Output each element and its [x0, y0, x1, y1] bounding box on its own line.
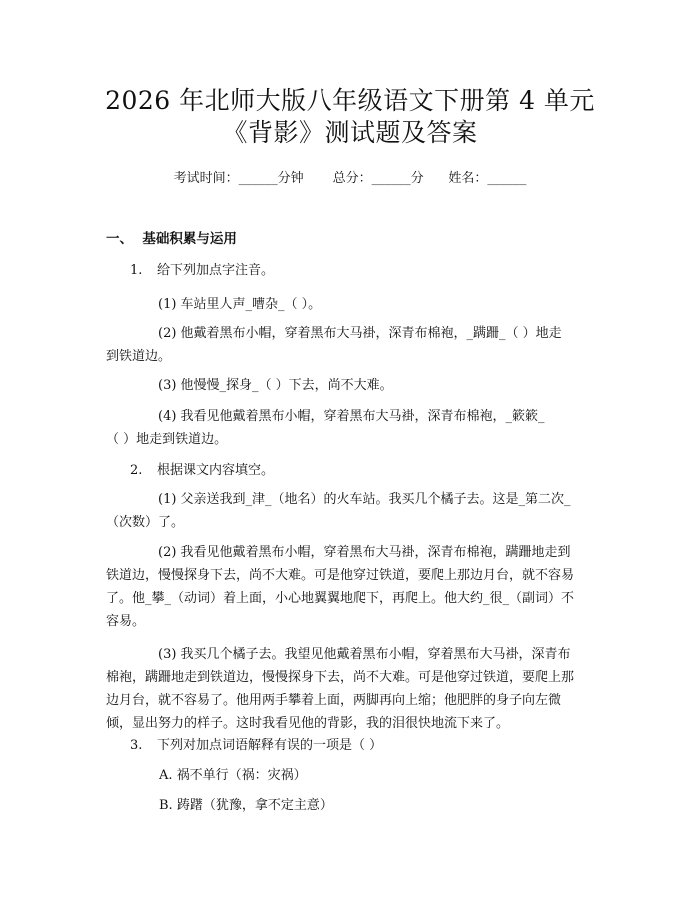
q3-option-a: A. 祸不单行（祸：灾祸）	[159, 768, 307, 783]
q3-option-b: B. 踌躇（犹豫，拿不定主意）	[159, 798, 333, 813]
document-title-line1: 2026 年北师大版八年级语文下册第 4 单元	[105, 86, 595, 115]
question-text: 下列对加点词语解释有误的一项是（ ）	[157, 738, 383, 753]
question-1	[130, 262, 274, 280]
section-heading: 一、 基础积累与运用	[106, 231, 237, 247]
question-2	[130, 462, 274, 480]
exam-score-blank: ______	[371, 171, 411, 186]
q1-item-4: (4) 我看见他戴着黑布小帽，穿着黑布大马褂，深青布棉袍，_簌簌_ （ ）地走到铁道边。	[106, 409, 545, 447]
q1-item-1: (1) 车站里人声_嘈杂_（ ）。	[158, 297, 322, 312]
exam-score-label: 总分：	[332, 171, 372, 186]
question-text: 给下列加点字注音。	[157, 263, 275, 278]
exam-time-label: 考试时间：	[173, 171, 239, 186]
exam-name-label: 姓名：	[448, 171, 488, 186]
q1-item-2: (2) 他戴着黑布小帽，穿着黑布大马褂，深青布棉袍，_蹒跚_（ ）地走 到铁道边。	[106, 326, 562, 364]
question-number: 1.	[130, 263, 143, 278]
document-title-line2: 《背影》测试题及答案	[222, 118, 478, 147]
exam-score-unit: 分	[410, 171, 424, 186]
exam-info-line	[0, 170, 700, 188]
q2-item-1: (1) 父亲送我到_津_（地名）的火车站。我买几个橘子去。这是_第二次_ （次数）了。	[106, 492, 571, 530]
q2-item-3: (3) 我买几个橘子去。我望见他戴着黑布小帽，穿着黑布大马褂，深青布 棉袍，蹒跚地走到铁道边，慢慢探身下去，尚不大难。可是他穿过铁道，要爬上那 边月台，就不容易了。他用两手攀着上面，两脚再向上缩；他肥胖的身子向左微 倾，显出努力的样子。这时我看见他的背影，我的泪很快地流下来了。	[106, 647, 575, 731]
question-number: 3.	[130, 738, 143, 753]
q1-item-3: (3) 他慢慢_探身_（ ）下去，尚不大难。	[158, 378, 393, 393]
exam-time-unit: 分钟	[277, 171, 304, 186]
q2-item-2: (2) 我看见他戴着黑布小帽，穿着黑布大马褂，深青布棉袍，蹒跚地走到 铁道边，慢慢探身下去，尚不大难。可是他穿过铁道，要爬上那边月台，就不容易 了。他_攀_（动词）着上面，小心地翼翼地爬下，再爬上。他大约_很_（副词）不 容易。	[106, 545, 575, 629]
question-text: 根据课文内容填空。	[157, 463, 275, 478]
exam-name-blank: ______	[487, 171, 527, 186]
question-number: 2.	[130, 463, 143, 478]
question-3	[130, 737, 382, 755]
exam-time-blank: ______	[238, 171, 278, 186]
